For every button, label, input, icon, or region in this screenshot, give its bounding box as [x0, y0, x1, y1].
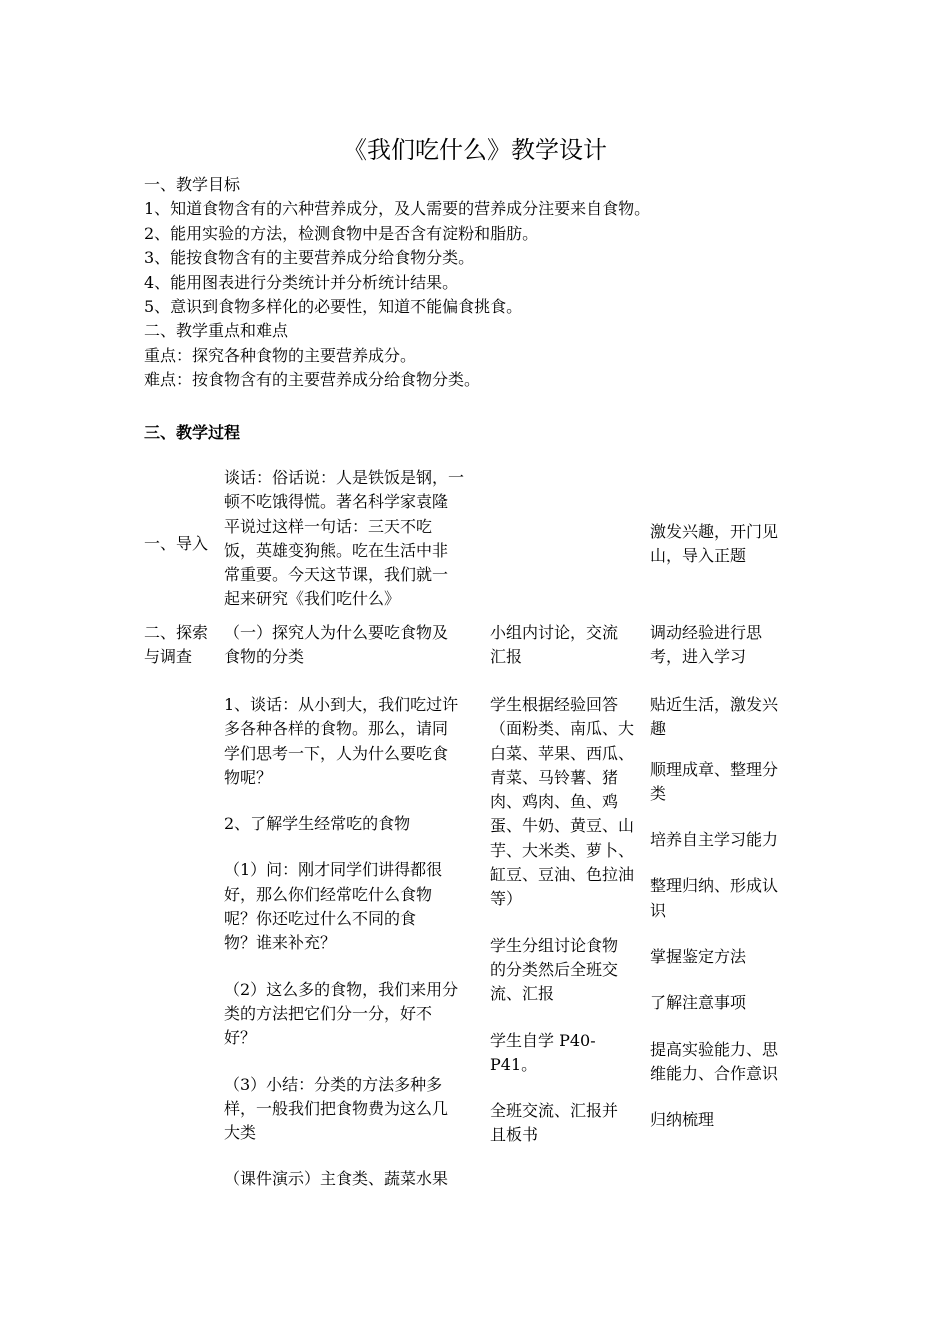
text-line: 2、了解学生经常吃的食物: [224, 814, 411, 834]
text-line: 芋、大米类、萝卜、: [490, 840, 635, 860]
text-line: 常重要。今天这节课，我们就一: [224, 565, 449, 585]
text-line: 贴近生活，激发兴: [650, 695, 779, 714]
text-line: （课件演示）主食类、蔬菜水果: [224, 1169, 449, 1189]
student-activities: [490, 693, 644, 1148]
purpose-items: [650, 693, 806, 1133]
section-heading-process: 三、教学过程: [144, 423, 241, 442]
text-line: 多各种各样的食物。那么，请同: [224, 719, 449, 739]
text-line: 全班交流、汇报并: [490, 1101, 619, 1121]
explore-purpose-heading: [650, 621, 806, 670]
text-line: 平说过这样一句话：三天不吃: [224, 516, 433, 536]
key-point: 重点：探究各种食物的主要营养成分。: [144, 345, 417, 365]
section-heading-goals: 一、教学目标: [144, 175, 241, 194]
text-line: 调动经验进行思: [650, 623, 763, 642]
text-line: 物呢？: [224, 767, 273, 787]
text-line: （面粉类、南瓜、大: [490, 719, 635, 739]
text-line: 顿不吃饿得慌。著名科学家袁隆: [224, 492, 449, 512]
student-paragraph: [490, 1029, 644, 1078]
text-line: 青菜、马铃薯、猪: [490, 767, 619, 787]
goal-item: 2、能用实验的方法，检测食物中是否含有淀粉和脂肪。: [144, 223, 539, 243]
goal-item: 5、意识到食物多样化的必要性，知道不能偏食挑食。: [144, 297, 523, 317]
text-line: 考，进入学习: [650, 647, 747, 667]
text-line: 物？谁来补充？: [224, 933, 337, 953]
text-line: （2）这么多的食物，我们来用分: [224, 979, 459, 999]
purpose-item: [650, 945, 806, 969]
text-line: 且板书: [490, 1125, 539, 1145]
text-line: 与调查: [144, 647, 193, 667]
text-line: 激发兴趣，开门见: [650, 522, 779, 541]
text-line: 维能力、合作意识: [650, 1063, 779, 1083]
text-line: P41。: [490, 1054, 538, 1074]
text-line: 二、探索: [144, 623, 209, 642]
intro-content: [224, 466, 488, 612]
text-line: 起来研究《我们吃什么》: [224, 589, 401, 609]
explore-teacher-heading: [224, 621, 488, 670]
teacher-paragraph: [224, 1167, 488, 1191]
text-line: 肉、鸡肉、鱼、鸡: [490, 792, 619, 812]
goal-item: 1、知道食物含有的六种营养成分，及人需要的营养成分注要来自食物。: [144, 199, 651, 219]
teacher-paragraph: [224, 1073, 488, 1146]
teacher-activities: [224, 693, 488, 1192]
teacher-paragraph: [224, 812, 488, 836]
objectives-block: [144, 173, 824, 393]
text-line: 了解注意事项: [650, 993, 747, 1013]
text-line: 好，那么你们经常吃什么食物: [224, 884, 433, 904]
text-line: 缸豆、豆油、色拉油: [490, 865, 635, 885]
goal-item: 3、能按食物含有的主要营养成分给食物分类。: [144, 248, 475, 268]
stage-intro: 一、导入: [144, 534, 209, 553]
purpose-item: [650, 1108, 806, 1132]
teacher-paragraph: [224, 978, 488, 1051]
text-line: 学生分组讨论食物: [490, 935, 619, 955]
text-line: 归纳梳理: [650, 1110, 715, 1130]
difficulty-point: 难点：按食物含有的主要营养成分给食物分类。: [144, 370, 481, 390]
text-line: 培养自主学习能力: [650, 830, 779, 850]
text-line: 流、汇报: [490, 984, 555, 1004]
text-line: 白菜、苹果、西瓜、: [490, 743, 635, 763]
text-line: （1）问：刚才同学们讲得都很: [224, 860, 443, 880]
intro-purpose: [650, 520, 806, 569]
text-line: 食物的分类: [224, 647, 305, 667]
text-line: 掌握鉴定方法: [650, 947, 747, 967]
text-line: 学们思考一下，人为什么要吃食: [224, 743, 449, 763]
text-line: 好？: [224, 1028, 257, 1048]
text-line: 蛋、牛奶、黄豆、山: [490, 816, 635, 836]
text-line: 山，导入正题: [650, 546, 747, 566]
stage-explore: [144, 621, 222, 670]
text-line: 大类: [224, 1123, 257, 1143]
text-line: 类的方法把它们分一分，好不: [224, 1003, 433, 1023]
purpose-item: [650, 758, 806, 807]
text-line: 谈话：俗话说：人是铁饭是钢，一: [224, 468, 465, 487]
purpose-item: [650, 693, 806, 742]
text-line: 学生自学 P40-: [490, 1030, 596, 1050]
document-title: 《我们吃什么》教学设计: [343, 136, 607, 164]
text-line: 类: [650, 783, 667, 803]
text-line: 等）: [490, 889, 523, 909]
text-line: 汇报: [490, 647, 523, 667]
text-line: 趣: [650, 719, 667, 739]
text-line: 顺理成章、整理分: [650, 759, 779, 779]
text-line: （一）探究人为什么要吃食物及: [224, 623, 449, 642]
purpose-item: [650, 991, 806, 1015]
text-line: （3）小结：分类的方法多种多: [224, 1074, 443, 1094]
text-line: 提高实验能力、思: [650, 1039, 779, 1059]
teacher-paragraph: [224, 693, 488, 790]
text-line: 样，一般我们把食物费为这么几: [224, 1098, 449, 1118]
explore-student-heading: [490, 621, 644, 670]
text-line: 的分类然后全班交: [490, 959, 619, 979]
text-line: 小组内讨论，交流: [490, 623, 619, 642]
student-paragraph: [490, 934, 644, 1007]
text-line: 饭，英雄变狗熊。吃在生活中非: [224, 540, 449, 560]
text-line: 1、谈话：从小到大，我们吃过许: [224, 695, 459, 714]
student-paragraph: [490, 693, 644, 912]
goal-item: 4、能用图表进行分类统计并分析统计结果。: [144, 272, 459, 292]
purpose-item: [650, 828, 806, 852]
text-line: 整理归纳、形成认: [650, 876, 779, 896]
teacher-paragraph: [224, 858, 488, 955]
purpose-item: [650, 874, 806, 923]
section-heading-keypoints: 二、教学重点和难点: [144, 321, 289, 341]
purpose-item: [650, 1038, 806, 1087]
text-line: 学生根据经验回答: [490, 695, 619, 714]
student-paragraph: [490, 1099, 644, 1148]
text-line: 呢？你还吃过什么不同的食: [224, 909, 417, 929]
text-line: 识: [650, 900, 667, 920]
